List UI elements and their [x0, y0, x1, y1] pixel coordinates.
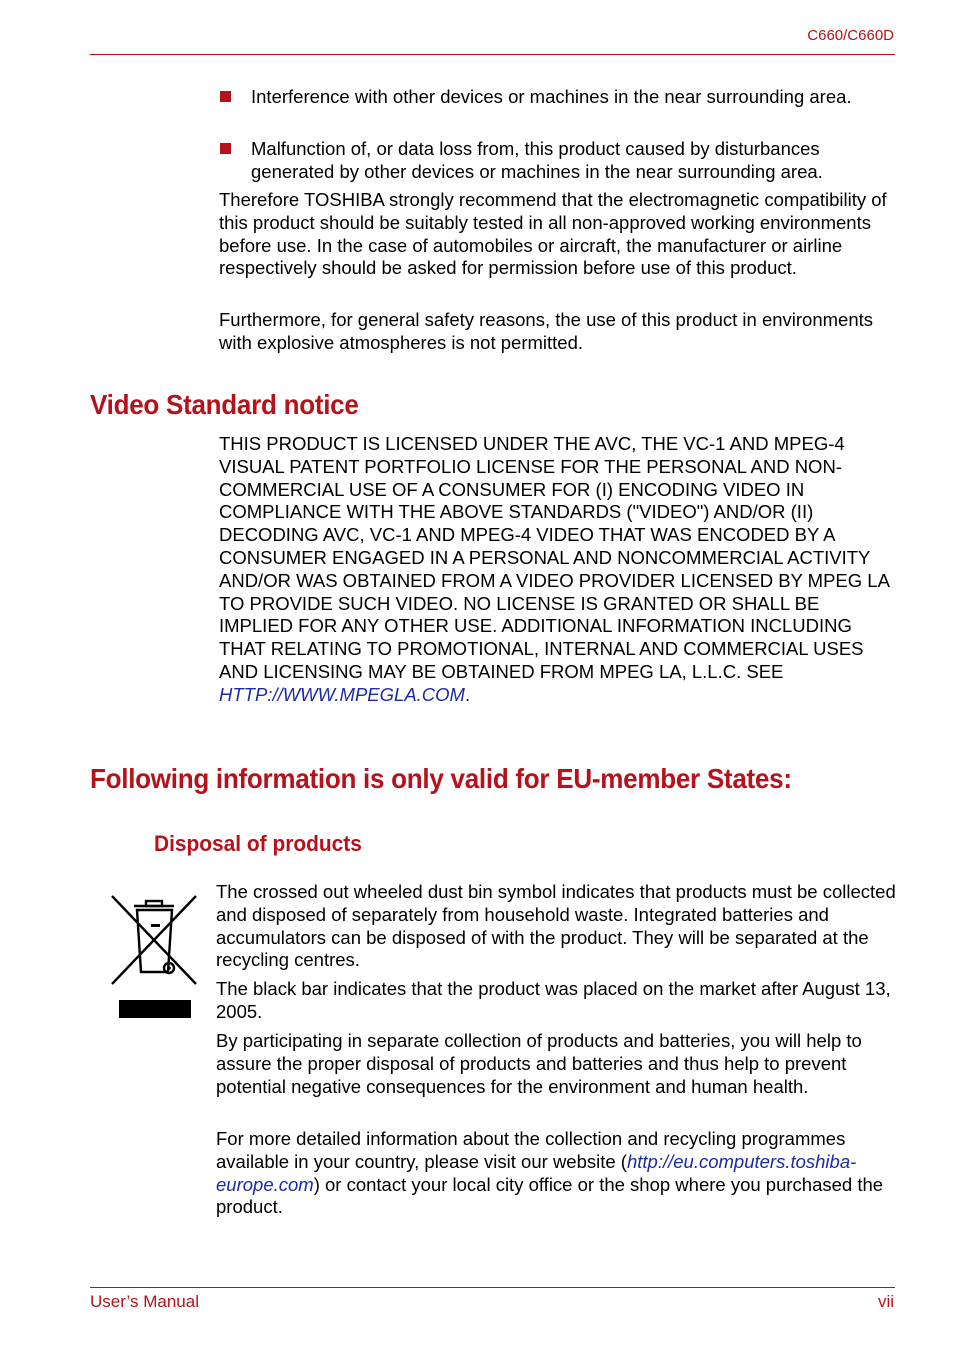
footer-manual-title: User’s Manual: [90, 1292, 199, 1311]
paragraph-4-text-after: ) or contact your local city office or the shop where you purchased the product.: [216, 1173, 884, 1218]
paragraph-4-text-before: For more detailed information about the collection and recycling programmes available in your country, please visit our website (: [216, 1128, 846, 1172]
paragraph-toshiba-recommend: Therefore TOSHIBA strongly recommend that the electromagnetic compatibility of this product should be suitably tested in all non-approved working environments before use. In the case of automobiles or aircraft, the manufacturer or airline respectively should be asked for permission before use of this product.: [219, 189, 887, 279]
video-notice-text: THIS PRODUCT IS LICENSED UNDER THE AVC, THE VC-1 AND MPEG-4 VISUAL PATENT PORTFOLIO LICENSE FOR THE PERSONAL AND NON-COMMERCIAL USE OF A CONSUMER FOR (I) ENCODING VIDEO IN COMPLIANCE WITH THE ABOVE STANDARDS ("VIDEO") AND/OR (II) DECODING AVC, VC-1 AND MPEG-4 VIDEO THAT WAS ENCODED BY A CONSUMER ENGAGED IN A PERSONAL AND NONCOMMERCIAL ACTIVITY AND/OR WAS OBTAINED FROM A VIDEO PROVIDER LICENSED BY MPEG LA TO PROVIDE SUCH VIDEO. NO LICENSE IS GRANTED OR SHALL BE IMPLIED FOR ANY OTHER USE. ADDITIONAL INFORMATION INCLUDING THAT RELATING TO PROMOTIONAL, INTERNAL AND COMMERCIAL USES AND LICENSING MAY BE OBTAINED FROM MPEG LA, L.L.C. SEE: [219, 433, 889, 682]
bullet-text: Interference with other devices or machines in the near surrounding area.: [251, 86, 852, 107]
paragraph-safety: Furthermore, for general safety reasons, the use of this product in environments with explosive atmospheres is not permitted.: [219, 309, 873, 353]
video-notice-tail: .: [464, 683, 471, 705]
footer-page-number: vii: [877, 1292, 894, 1311]
disposal-paragraph-2: The black bar indicates that the product was placed on the market after August 13, 2005.: [216, 978, 891, 1022]
eu-heading: Following information is only valid for EU-member States:: [90, 763, 792, 794]
weee-symbol: [108, 892, 200, 1027]
square-bullet-icon: [220, 91, 231, 102]
disposal-subheading: Disposal of products: [154, 831, 362, 856]
video-notice-body: [219, 433, 894, 707]
disposal-paragraph-4: [216, 1128, 896, 1219]
header-model: C660/C660D: [807, 27, 894, 44]
disposal-paragraph-1: The crossed out wheeled dust bin symbol indicates that products must be collected and disposed of separately from household waste. Integrated batteries and accumulators can be disposed of with the product. They will be separated at the recycling centres.: [216, 881, 896, 971]
square-bullet-icon: [220, 143, 231, 154]
bullet-item: [220, 86, 900, 109]
video-notice-heading: Video Standard notice: [90, 389, 359, 420]
mpegla-link[interactable]: HTTP://WWW.MPEGLA.COM: [219, 683, 465, 705]
header-rule: [90, 54, 895, 55]
bullet-item: [220, 138, 900, 184]
disposal-paragraph-3: By participating in separate collection of products and batteries, you will help to assure the proper disposal of products and batteries and thus help to prevent potential negative consequences for the environment and human health.: [216, 1030, 862, 1097]
crossed-out-wheeled-bin-icon: [108, 892, 200, 1022]
bullet-text: Malfunction of, or data loss from, this product caused by disturbances generated by other devices or machines in the near surrounding area.: [251, 138, 823, 182]
footer-rule: [90, 1287, 895, 1288]
toshiba-europe-link[interactable]: http://eu.computers.toshiba-europe.com: [216, 1150, 857, 1195]
